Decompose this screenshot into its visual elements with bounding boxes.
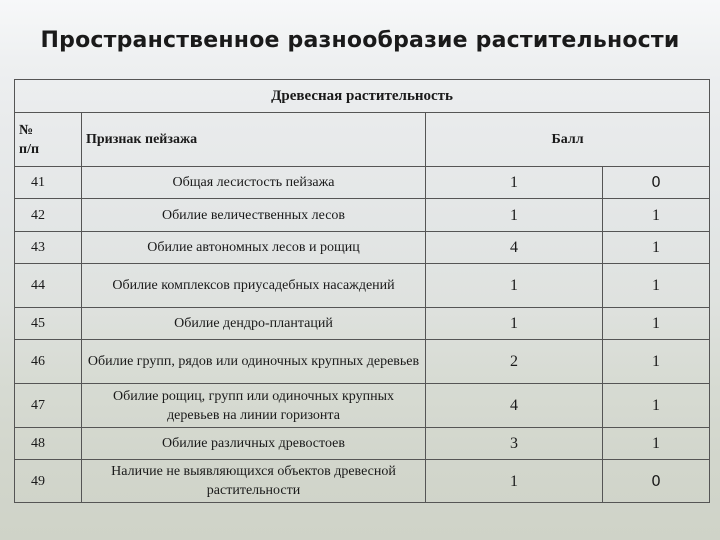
feature-column-header: Признак пейзажа (82, 113, 426, 167)
row-number: 48 (15, 428, 82, 460)
row-score: 2 (426, 340, 603, 384)
number-column-header (15, 113, 82, 167)
row-number: 44 (15, 264, 82, 308)
row-score-secondary: 1 (603, 384, 710, 428)
row-score-secondary: 0 (603, 167, 710, 199)
table-row (15, 199, 710, 232)
row-score-secondary: 1 (603, 199, 710, 232)
table-row (15, 384, 710, 428)
row-score: 1 (426, 199, 603, 232)
row-score-secondary: 1 (603, 232, 710, 264)
row-score: 3 (426, 428, 603, 460)
row-number: 47 (15, 384, 82, 428)
row-number: 46 (15, 340, 82, 384)
page-title: Пространственное разнообразие растительности (40, 28, 680, 53)
row-score-secondary: 1 (603, 340, 710, 384)
row-score-secondary: 1 (603, 428, 710, 460)
row-score-secondary: 1 (603, 308, 710, 340)
row-feature: Общая лесистость пейзажа (82, 167, 426, 199)
table-row (15, 264, 710, 308)
table-row (15, 308, 710, 340)
row-number: 49 (15, 460, 82, 503)
row-number: 42 (15, 199, 82, 232)
row-score: 1 (426, 308, 603, 340)
row-number: 43 (15, 232, 82, 264)
table-caption: Древесная растительность (15, 80, 710, 113)
table-header-row (15, 113, 710, 167)
row-score-secondary: 1 (603, 264, 710, 308)
row-score: 4 (426, 232, 603, 264)
row-score: 1 (426, 264, 603, 308)
table-row (15, 232, 710, 264)
row-feature: Обилие величественных лесов (82, 199, 426, 232)
number-header-line2: п/п (19, 141, 40, 157)
row-number: 41 (15, 167, 82, 199)
table-row (15, 428, 710, 460)
vegetation-table (14, 79, 710, 503)
table-caption-row (15, 80, 710, 113)
row-feature: Обилие рощиц, групп или одиночных крупных деревьев на линии горизонта (82, 384, 426, 428)
row-feature: Обилие дендро-плантаций (82, 308, 426, 340)
row-feature: Обилие групп, рядов или одиночных крупных деревьев (82, 340, 426, 384)
row-score: 4 (426, 384, 603, 428)
row-score-secondary: 0 (603, 460, 710, 503)
row-score: 1 (426, 167, 603, 199)
row-feature: Обилие различных древостоев (82, 428, 426, 460)
row-number: 45 (15, 308, 82, 340)
row-feature: Обилие автономных лесов и рощиц (82, 232, 426, 264)
number-header-line1: № (19, 122, 34, 138)
row-feature: Наличие не выявляющихся объектов древесной растительности (82, 460, 426, 503)
table-row (15, 340, 710, 384)
score-column-header: Балл (426, 113, 710, 167)
table-row (15, 460, 710, 503)
row-feature: Обилие комплексов приусадебных насаждений (82, 264, 426, 308)
table-row (15, 167, 710, 199)
row-score: 1 (426, 460, 603, 503)
